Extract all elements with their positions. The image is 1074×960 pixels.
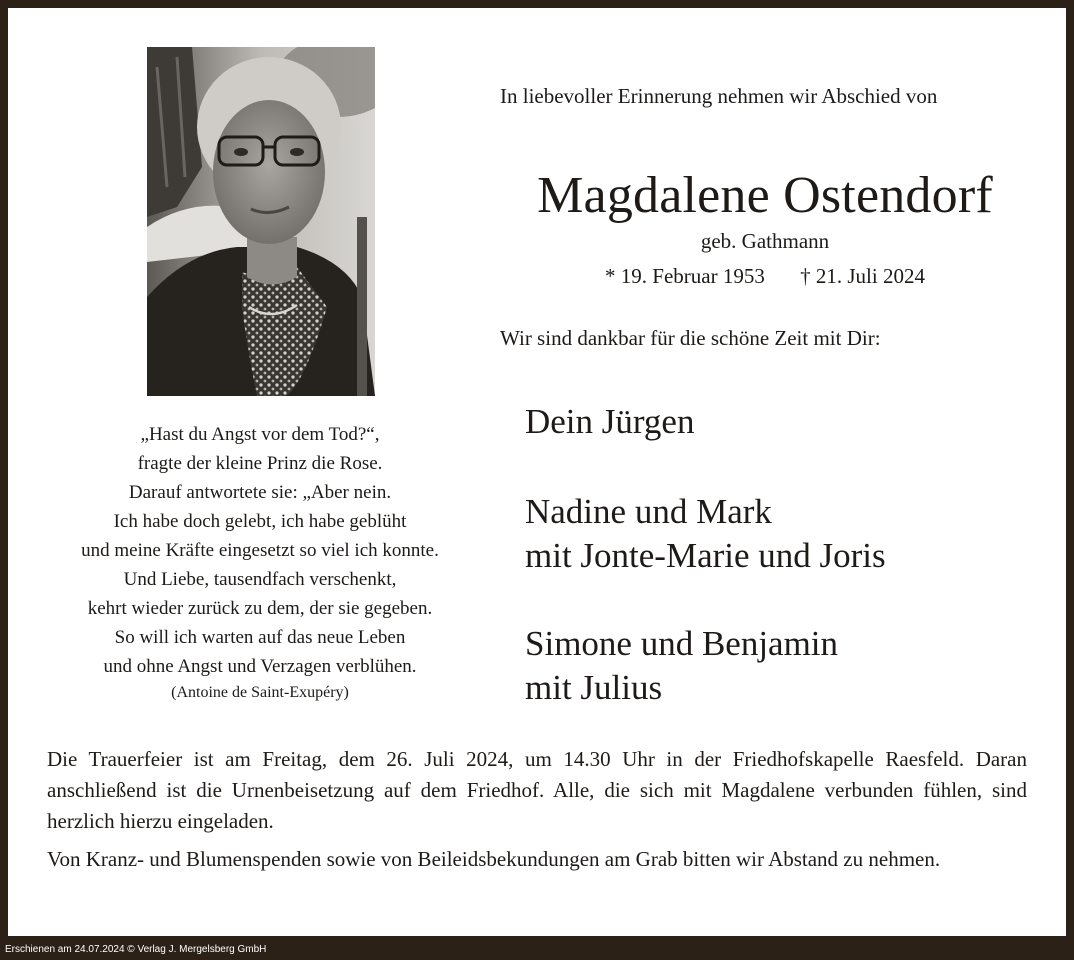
poem (28, 420, 492, 705)
poem-line: So will ich warten auf das neue Leben (114, 627, 406, 648)
family-line: Nadine und Mark (525, 492, 772, 531)
family-line: mit Julius (525, 668, 663, 707)
poem-line: Und Liebe, tausendfach verschenkt, (123, 569, 397, 590)
poem-line: fragte der kleine Prinz die Rose. (137, 453, 383, 474)
poem-line: und meine Kräfte eingesetzt so viel ich konnte. (81, 540, 439, 561)
life-dates (500, 264, 1030, 289)
deceased-name: Magdalene Ostendorf (537, 167, 993, 224)
thanks-text: Wir sind dankbar für die schöne Zeit mit Dir: (500, 326, 881, 350)
family-group-1 (525, 400, 694, 444)
maiden-name: geb. Gathmann (700, 229, 830, 253)
family-group-3 (525, 622, 838, 710)
birth-date: * 19. Februar 1953 (605, 264, 765, 288)
poem-line: Darauf antwortete sie: „Aber nein. (128, 482, 392, 503)
portrait-photo (147, 47, 375, 396)
death-date: † 21. Juli 2024 (800, 264, 925, 288)
family-line: Simone und Benjamin (525, 624, 839, 663)
family-group-2 (525, 490, 886, 578)
poem-line: und ohne Angst und Verzagen verblühen. (103, 656, 417, 677)
poem-line: Ich habe doch gelebt, ich habe geblüht (113, 511, 407, 532)
intro-text: In liebevoller Erinnerung nehmen wir Abschied von (500, 84, 938, 108)
poem-line: kehrt wieder zurück zu dem, der sie gegeben. (87, 598, 433, 619)
publication-footer: Erschienen am 24.07.2024 © Verlag J. Mergelsberg GmbH (5, 944, 267, 955)
obituary-card (8, 8, 1066, 936)
donation-paragraph: Von Kranz- und Blumenspenden sowie von Beileidsbekundungen am Grab bitten wir Abstand zu nehmen. (47, 847, 941, 871)
poem-line: „Hast du Angst vor dem Tod?“, (140, 424, 380, 445)
poem-author: (Antoine de Saint-Exupéry) (171, 684, 349, 701)
family-line: mit Jonte-Marie und Joris (525, 536, 886, 575)
ceremony-paragraph: Die Trauerfeier ist am Freitag, dem 26. Juli 2024, um 14.30 Uhr in der Friedhofskapelle Raesfeld. Daran anschließend ist die Urnenbeisetzung auf dem Friedhof. Alle, die sich mit Magdalene verbunden fühlen, sind herzlich hierzu eingeladen. (47, 747, 1027, 833)
family-line: Dein Jürgen (525, 402, 695, 441)
